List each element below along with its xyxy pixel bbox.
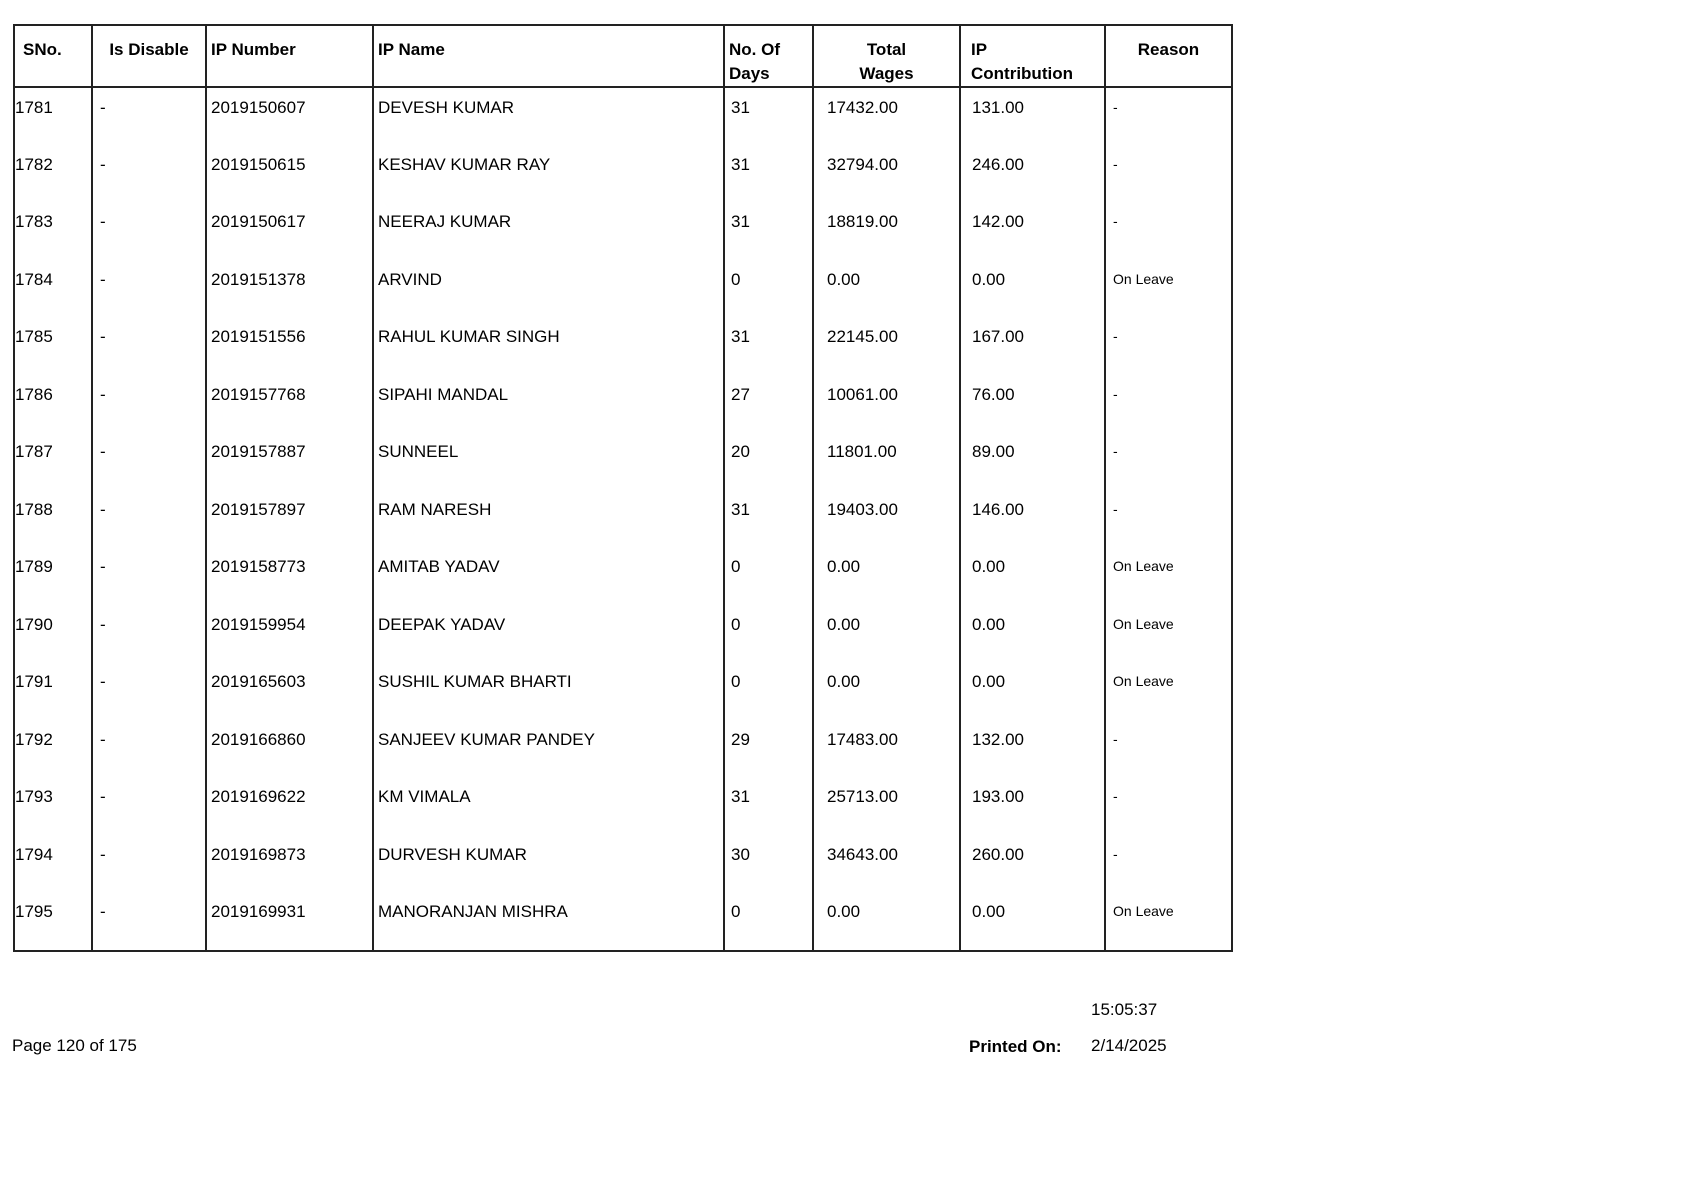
cell-sno: 1795 <box>15 902 53 921</box>
cell-total-wages: 0.00 <box>813 605 960 663</box>
cell-sno: 1792 <box>15 729 53 749</box>
cell-ip-number: 2019157768 <box>206 375 373 433</box>
cell-is-disable: - <box>92 605 206 663</box>
cell-ip-contribution: 167.00 <box>960 317 1105 375</box>
cell-sno: 1786 <box>15 384 53 404</box>
cell-no-of-days: 20 <box>724 432 813 490</box>
cell-total-wages: 10061.00 <box>813 375 960 433</box>
cell-no-of-days: 30 <box>724 835 813 893</box>
cell-ip-number: 2019169873 <box>206 835 373 893</box>
cell-sno: 1784 <box>15 269 53 289</box>
cell-reason: - <box>1105 87 1231 145</box>
cell-is-disable: - <box>92 892 206 950</box>
table-row <box>15 835 1231 893</box>
cell-no-of-days: 31 <box>724 777 813 835</box>
cell-ip-contribution: 132.00 <box>960 720 1105 778</box>
cell-no-of-days: 31 <box>724 490 813 548</box>
cell-reason: - <box>1105 202 1231 260</box>
cell-ip-contribution: 246.00 <box>960 145 1105 203</box>
cell-is-disable: - <box>92 720 206 778</box>
cell-ip-contribution: 76.00 <box>960 375 1105 433</box>
cell-no-of-days: 31 <box>724 317 813 375</box>
cell-reason: - <box>1105 432 1231 490</box>
table-row <box>15 260 1231 318</box>
cell-ip-number: 2019165603 <box>206 662 373 720</box>
cell-total-wages: 32794.00 <box>813 145 960 203</box>
table-row <box>15 720 1231 778</box>
header-total-wages <box>813 26 960 87</box>
cell-no-of-days: 31 <box>724 145 813 203</box>
cell-ip-number: 2019151378 <box>206 260 373 318</box>
cell-ip-name: NEERAJ KUMAR <box>373 202 724 260</box>
cell-total-wages: 19403.00 <box>813 490 960 548</box>
table-header-row <box>15 26 1231 87</box>
cell-total-wages: 18819.00 <box>813 202 960 260</box>
cell-sno: 1789 <box>15 557 53 576</box>
cell-ip-contribution: 0.00 <box>960 662 1105 720</box>
cell-sno: 1794 <box>15 844 53 864</box>
printed-date: 2/14/2025 <box>1091 1036 1167 1055</box>
cell-is-disable: - <box>92 777 206 835</box>
cell-sno: 1788 <box>15 499 53 519</box>
cell-no-of-days: 0 <box>724 605 813 663</box>
header-no-of-days-line2: Days <box>729 64 770 83</box>
cell-ip-number: 2019157887 <box>206 432 373 490</box>
cell-reason: - <box>1105 375 1231 433</box>
table-row <box>15 605 1231 663</box>
table-row <box>15 87 1231 145</box>
cell-reason: - <box>1105 490 1231 548</box>
cell-total-wages: 0.00 <box>813 892 960 950</box>
cell-ip-name: SIPAHI MANDAL <box>373 375 724 433</box>
table-row <box>15 490 1231 548</box>
cell-total-wages: 0.00 <box>813 547 960 605</box>
table-row <box>15 317 1231 375</box>
table-row <box>15 432 1231 490</box>
header-ip-contribution-line2: Contribution <box>971 64 1073 83</box>
header-no-of-days <box>724 26 813 87</box>
table-row <box>15 547 1231 605</box>
cell-is-disable: - <box>92 375 206 433</box>
cell-ip-name: RAHUL KUMAR SINGH <box>373 317 724 375</box>
cell-total-wages: 22145.00 <box>813 317 960 375</box>
cell-ip-name: KESHAV KUMAR RAY <box>373 145 724 203</box>
cell-reason: - <box>1105 777 1231 835</box>
header-is-disable: Is Disable <box>92 26 206 87</box>
cell-ip-number: 2019158773 <box>206 547 373 605</box>
cell-sno: 1791 <box>15 672 53 691</box>
printed-on-label: Printed On: <box>969 1037 1062 1056</box>
table-row <box>15 145 1231 203</box>
cell-ip-contribution: 131.00 <box>960 87 1105 145</box>
header-total-wages-line1: Total <box>866 40 907 59</box>
cell-ip-contribution: 0.00 <box>960 547 1105 605</box>
cell-ip-name: DEEPAK YADAV <box>373 605 724 663</box>
header-ip-number: IP Number <box>206 26 373 87</box>
cell-reason: On Leave <box>1105 892 1231 950</box>
contribution-table <box>13 24 1233 952</box>
cell-is-disable: - <box>92 432 206 490</box>
cell-is-disable: - <box>92 260 206 318</box>
cell-no-of-days: 0 <box>724 662 813 720</box>
cell-ip-contribution: 0.00 <box>960 892 1105 950</box>
header-ip-name: IP Name <box>373 26 724 87</box>
cell-total-wages: 17432.00 <box>813 87 960 145</box>
cell-sno: 1783 <box>15 212 53 231</box>
cell-sno: 1781 <box>15 98 53 117</box>
cell-ip-contribution: 0.00 <box>960 260 1105 318</box>
header-reason: Reason <box>1105 26 1231 87</box>
cell-is-disable: - <box>92 202 206 260</box>
page-number: Page 120 of 175 <box>12 1036 137 1055</box>
cell-ip-contribution: 89.00 <box>960 432 1105 490</box>
cell-total-wages: 0.00 <box>813 662 960 720</box>
cell-reason: - <box>1105 317 1231 375</box>
cell-total-wages: 25713.00 <box>813 777 960 835</box>
cell-ip-contribution: 260.00 <box>960 835 1105 893</box>
cell-ip-number: 2019166860 <box>206 720 373 778</box>
cell-reason: On Leave <box>1105 547 1231 605</box>
cell-no-of-days: 29 <box>724 720 813 778</box>
table-row <box>15 892 1231 950</box>
cell-ip-number: 2019157897 <box>206 490 373 548</box>
cell-reason: On Leave <box>1105 605 1231 663</box>
cell-reason: - <box>1105 720 1231 778</box>
printed-time: 15:05:37 <box>1091 1000 1158 1019</box>
cell-ip-contribution: 0.00 <box>960 605 1105 663</box>
header-no-of-days-line1: No. Of <box>729 40 780 59</box>
cell-ip-number: 2019169931 <box>206 892 373 950</box>
cell-ip-number: 2019150615 <box>206 145 373 203</box>
header-ip-contribution-line1: IP <box>971 40 988 59</box>
cell-is-disable: - <box>92 547 206 605</box>
cell-sno: 1785 <box>15 327 53 346</box>
table-row <box>15 777 1231 835</box>
cell-is-disable: - <box>92 490 206 548</box>
cell-ip-name: SUSHIL KUMAR BHARTI <box>373 662 724 720</box>
cell-ip-name: AMITAB YADAV <box>373 547 724 605</box>
cell-reason: On Leave <box>1105 662 1231 720</box>
table-row <box>15 375 1231 433</box>
cell-no-of-days: 0 <box>724 547 813 605</box>
cell-reason: - <box>1105 835 1231 893</box>
cell-sno: 1790 <box>15 614 53 634</box>
cell-ip-name: MANORANJAN MISHRA <box>373 892 724 950</box>
cell-ip-name: ARVIND <box>373 260 724 318</box>
cell-total-wages: 11801.00 <box>813 432 960 490</box>
cell-sno: 1782 <box>15 154 53 174</box>
cell-reason: On Leave <box>1105 260 1231 318</box>
header-total-wages-line2: Wages <box>859 64 914 83</box>
cell-ip-name: DURVESH KUMAR <box>373 835 724 893</box>
cell-ip-number: 2019169622 <box>206 777 373 835</box>
cell-ip-name: SUNNEEL <box>373 432 724 490</box>
cell-sno: 1793 <box>15 787 53 806</box>
cell-ip-number: 2019150607 <box>206 87 373 145</box>
header-sno: SNo. <box>15 26 92 87</box>
cell-ip-name: DEVESH KUMAR <box>373 87 724 145</box>
cell-ip-number: 2019151556 <box>206 317 373 375</box>
cell-total-wages: 17483.00 <box>813 720 960 778</box>
cell-no-of-days: 0 <box>724 892 813 950</box>
cell-reason: - <box>1105 145 1231 203</box>
cell-ip-name: RAM NARESH <box>373 490 724 548</box>
cell-ip-number: 2019150617 <box>206 202 373 260</box>
cell-ip-number: 2019159954 <box>206 605 373 663</box>
cell-is-disable: - <box>92 145 206 203</box>
cell-is-disable: - <box>92 835 206 893</box>
cell-is-disable: - <box>92 662 206 720</box>
cell-ip-name: SANJEEV KUMAR PANDEY <box>373 720 724 778</box>
cell-total-wages: 0.00 <box>813 260 960 318</box>
header-ip-contribution <box>960 26 1105 87</box>
table-body <box>15 87 1231 950</box>
table-row <box>15 202 1231 260</box>
cell-ip-contribution: 193.00 <box>960 777 1105 835</box>
cell-sno: 1787 <box>15 442 53 461</box>
cell-no-of-days: 27 <box>724 375 813 433</box>
cell-is-disable: - <box>92 317 206 375</box>
cell-no-of-days: 0 <box>724 260 813 318</box>
cell-no-of-days: 31 <box>724 202 813 260</box>
cell-ip-name: KM VIMALA <box>373 777 724 835</box>
cell-total-wages: 34643.00 <box>813 835 960 893</box>
table-row <box>15 662 1231 720</box>
cell-no-of-days: 31 <box>724 87 813 145</box>
cell-ip-contribution: 142.00 <box>960 202 1105 260</box>
cell-is-disable: - <box>92 87 206 145</box>
cell-ip-contribution: 146.00 <box>960 490 1105 548</box>
